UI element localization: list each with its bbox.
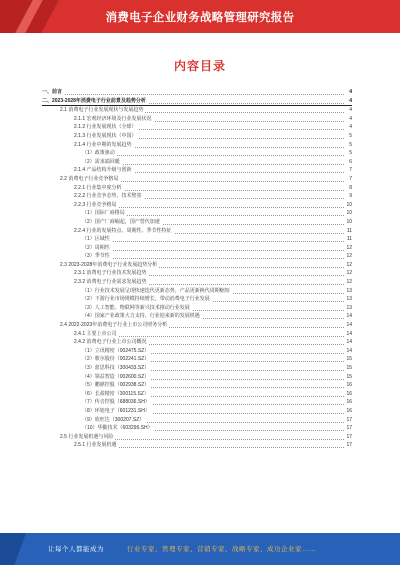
toc-entry-label: 一、前言 [42, 89, 63, 95]
toc-entry[interactable] [42, 407, 352, 416]
header-banner [0, 0, 400, 33]
toc-entry-label: 2.2.3 行业竞争格局 [74, 201, 117, 208]
toc-entry[interactable] [42, 115, 352, 124]
toc-entry[interactable] [42, 97, 352, 107]
toc-entry[interactable] [42, 123, 352, 132]
toc-entry-label: （7）传音控股（688036.SH） [82, 399, 150, 406]
toc-entry-page: 13 [346, 287, 352, 294]
toc-entry-page: 13 [346, 304, 352, 311]
toc-entry-label: 二、2023-2028年消费电子行业前景及趋势分析 [42, 97, 146, 104]
toc-entry-label: （2）国产厂商崛起，国产替代加速 [82, 218, 160, 225]
toc-entry[interactable] [42, 269, 352, 278]
toc-entry[interactable] [42, 88, 352, 97]
toc-entry[interactable] [42, 390, 352, 399]
toc-entry-page: 14 [346, 330, 352, 337]
toc-entry-page: 8 [349, 184, 352, 191]
toc-entry-page: 4 [349, 107, 352, 114]
toc-entry-page: 14 [346, 313, 352, 320]
toc-entry-page: 13 [346, 296, 352, 303]
toc-entry-label: （1）政策驱动 [82, 150, 115, 157]
toc-entry-label: 2.1 消费电子行业发展现状与发展趋势 [60, 107, 144, 114]
toc-dot-leader [82, 241, 344, 242]
toc-dot-leader [42, 94, 344, 95]
toc-heading: 内容目录 [173, 59, 226, 73]
toc-entry-label: （2）周期性 [82, 244, 110, 251]
toc-entry[interactable] [42, 218, 352, 227]
toc-entry-page: 12 [346, 261, 352, 268]
toc-entry[interactable] [42, 381, 352, 390]
toc-entry-page: 17 [346, 425, 352, 432]
toc-entry-label: 2.2.4 行业的发展特点、周期性、季节性特征 [74, 227, 172, 234]
toc-entry-label: （1）国际厂商格局 [82, 210, 125, 217]
toc-entry-page: 16 [346, 399, 352, 406]
toc-entry-page: 10 [346, 218, 352, 225]
toc-entry-page: 4 [349, 89, 352, 95]
toc-entry[interactable] [42, 184, 352, 193]
table-of-contents [42, 88, 352, 450]
toc-entry[interactable] [42, 321, 352, 330]
toc-entry-page: 4 [349, 115, 352, 122]
toc-entry[interactable] [42, 416, 352, 425]
toc-entry-page: 7 [349, 175, 352, 182]
toc-entry-page: 16 [346, 390, 352, 397]
toc-entry-label: 2.2 消费电子行业竞争格局 [60, 175, 119, 182]
toc-entry-label: 2.3.1 消费电子行业技术发展趋势 [74, 270, 147, 277]
toc-entry-page: 15 [346, 373, 352, 380]
toc-entry[interactable] [42, 424, 352, 433]
toc-entry-label: 2.5 行业发展机遇与风险 [60, 433, 114, 440]
toc-entry[interactable] [42, 347, 352, 356]
toc-entry-label: 2.4 2022-2023年消费电子行业上市公司财务分析 [60, 322, 168, 329]
toc-entry-label: （2）需求端回暖 [82, 158, 120, 165]
toc-entry[interactable] [42, 106, 352, 115]
toc-entry[interactable] [42, 209, 352, 218]
toc-entry-label: 2.1.2 行业发展现状（全球） [74, 124, 137, 131]
toc-entry-page: 10 [346, 201, 352, 208]
toc-entry-page: 15 [346, 365, 352, 371]
toc-entry[interactable] [42, 158, 352, 167]
toc-entry-page: 11 [346, 227, 352, 234]
toc-entry[interactable] [42, 330, 352, 339]
footer-slogan-left: 让每个人都能成为 [48, 546, 104, 553]
toc-entry[interactable] [42, 149, 352, 158]
toc-entry[interactable] [42, 278, 352, 287]
toc-entry[interactable] [42, 312, 352, 321]
toc-entry-page: 6 [349, 158, 352, 165]
toc-entry[interactable] [42, 192, 352, 201]
toc-entry[interactable] [42, 252, 352, 261]
toc-entry-page: 15 [346, 356, 352, 363]
toc-entry[interactable] [42, 244, 352, 253]
toc-entry[interactable] [42, 295, 352, 304]
toc-entry-page: 14 [346, 347, 352, 354]
toc-entry-label: （5）鹏鼎控股（002938.SZ） [82, 382, 150, 389]
footer-slogan-right: 行业专家、管理专家、营销专家、战略专家、成功企业家…… [127, 546, 316, 553]
toc-entry-page: 17 [346, 433, 352, 440]
toc-entry-page: 12 [346, 279, 352, 286]
toc-entry[interactable] [42, 441, 352, 450]
toc-entry-label: （1）行业技术发展呈现快速迭代更新态势，产品更新换代周期缩短 [82, 287, 230, 294]
toc-entry[interactable] [42, 141, 352, 150]
toc-entry-page: 5 [349, 150, 352, 157]
toc-entry-label: 2.1.3 行业发展现状（中国） [74, 132, 137, 139]
toc-entry-page: 12 [346, 253, 352, 260]
toc-entry[interactable] [42, 235, 352, 244]
toc-entry-label: （3）人工智能、物联网等新兴技术推动行业发展 [82, 304, 190, 311]
toc-entry-label: （1）区域性 [82, 236, 110, 243]
toc-entry-label: 2.2.1 行业集中度分析 [74, 184, 122, 191]
toc-entry-page: 12 [346, 270, 352, 277]
toc-entry-label: 2.3.2 消费电子行业需求发展趋势 [74, 279, 147, 286]
toc-entry[interactable] [42, 261, 352, 270]
toc-entry[interactable] [42, 175, 352, 184]
toc-entry-page: 14 [346, 322, 352, 329]
toc-entry[interactable] [42, 338, 352, 347]
toc-dot-leader [82, 155, 344, 156]
toc-entry-page: 10 [346, 210, 352, 217]
toc-entry-label: （3）季节性 [82, 253, 110, 260]
toc-entry-label: 2.1.1 宏观经济环境及行业发展状况 [74, 115, 152, 122]
toc-entry-page: 9 [349, 193, 352, 200]
toc-entry-label: 2.1.4 产品结构升级与创新 [74, 167, 132, 174]
toc-entry-label: （9）欣旺达（300207.SZ） [82, 416, 145, 423]
toc-entry-label: （6）长盈精密（300115.SZ） [82, 390, 149, 397]
footer-banner [0, 533, 400, 565]
toc-entry-page: 16 [346, 407, 352, 414]
toc-entry-label: 2.4.2 消费电子行业上市公司概况 [74, 339, 147, 346]
toc-dot-leader [82, 250, 344, 251]
toc-entry-page: 11 [346, 236, 352, 243]
toc-entry[interactable] [42, 227, 352, 236]
toc-entry-page: 5 [349, 132, 352, 139]
toc-entry-label: （2）下游行业市场规模持续增长，带动消费电子行业发展 [82, 296, 210, 303]
toc-entry-label: （4）领益智造（002600.SZ） [82, 373, 150, 380]
toc-entry-page: 4 [349, 97, 352, 104]
toc-entry-label: 2.2.2 行业竞争态势、技术壁垒 [74, 193, 142, 200]
toc-entry-label: （4）国家产业政策大力支持，行业迎来新的发展机遇 [82, 313, 200, 320]
toc-entry[interactable] [42, 398, 352, 407]
toc-entry-page: 17 [346, 442, 352, 449]
toc-entry[interactable] [42, 132, 352, 141]
toc-entry-label: （2）歌尔股份（002241.SZ） [82, 356, 150, 363]
toc-entry[interactable] [42, 355, 352, 364]
toc-entry[interactable] [42, 166, 352, 175]
toc-entry[interactable] [42, 373, 352, 382]
toc-entry-page: 14 [346, 339, 352, 346]
toc-entry-label: （10）华勤技术（603296.SH） [82, 425, 153, 432]
toc-entry-page: 16 [346, 382, 352, 389]
toc-entry-page: 4 [349, 124, 352, 131]
toc-entry-page: 12 [346, 244, 352, 251]
toc-entry-label: （8）环旭电子（601231.SH） [82, 407, 150, 414]
toc-entry-label: 2.1.4 行业中期的发展趋势 [74, 141, 132, 148]
footer-decoration [0, 533, 26, 565]
toc-entry[interactable] [42, 287, 352, 296]
toc-entry[interactable] [42, 364, 352, 373]
toc-entry-page: 7 [349, 167, 352, 174]
toc-entry[interactable] [42, 201, 352, 210]
toc-entry-page: 17 [346, 416, 352, 423]
toc-dot-leader [82, 258, 344, 259]
report-title: 消费电子企业财务战略管理研究报告 [105, 12, 295, 24]
toc-entry-page: 5 [349, 141, 352, 148]
toc-entry[interactable] [42, 304, 352, 313]
toc-entry-label: （3）蓝思科技（300433.SZ） [82, 365, 150, 371]
toc-entry-label: 2.4.1 主要上市公司 [74, 330, 117, 337]
toc-entry-label: 2.3 2023-2028年消费电子行业发展趋势分析 [60, 261, 158, 268]
toc-entry[interactable] [42, 433, 352, 442]
toc-entry-label: （1）立讯精密（002475.SZ） [82, 347, 150, 354]
toc-entry-label: 2.5.1 行业发展机遇 [74, 442, 117, 449]
